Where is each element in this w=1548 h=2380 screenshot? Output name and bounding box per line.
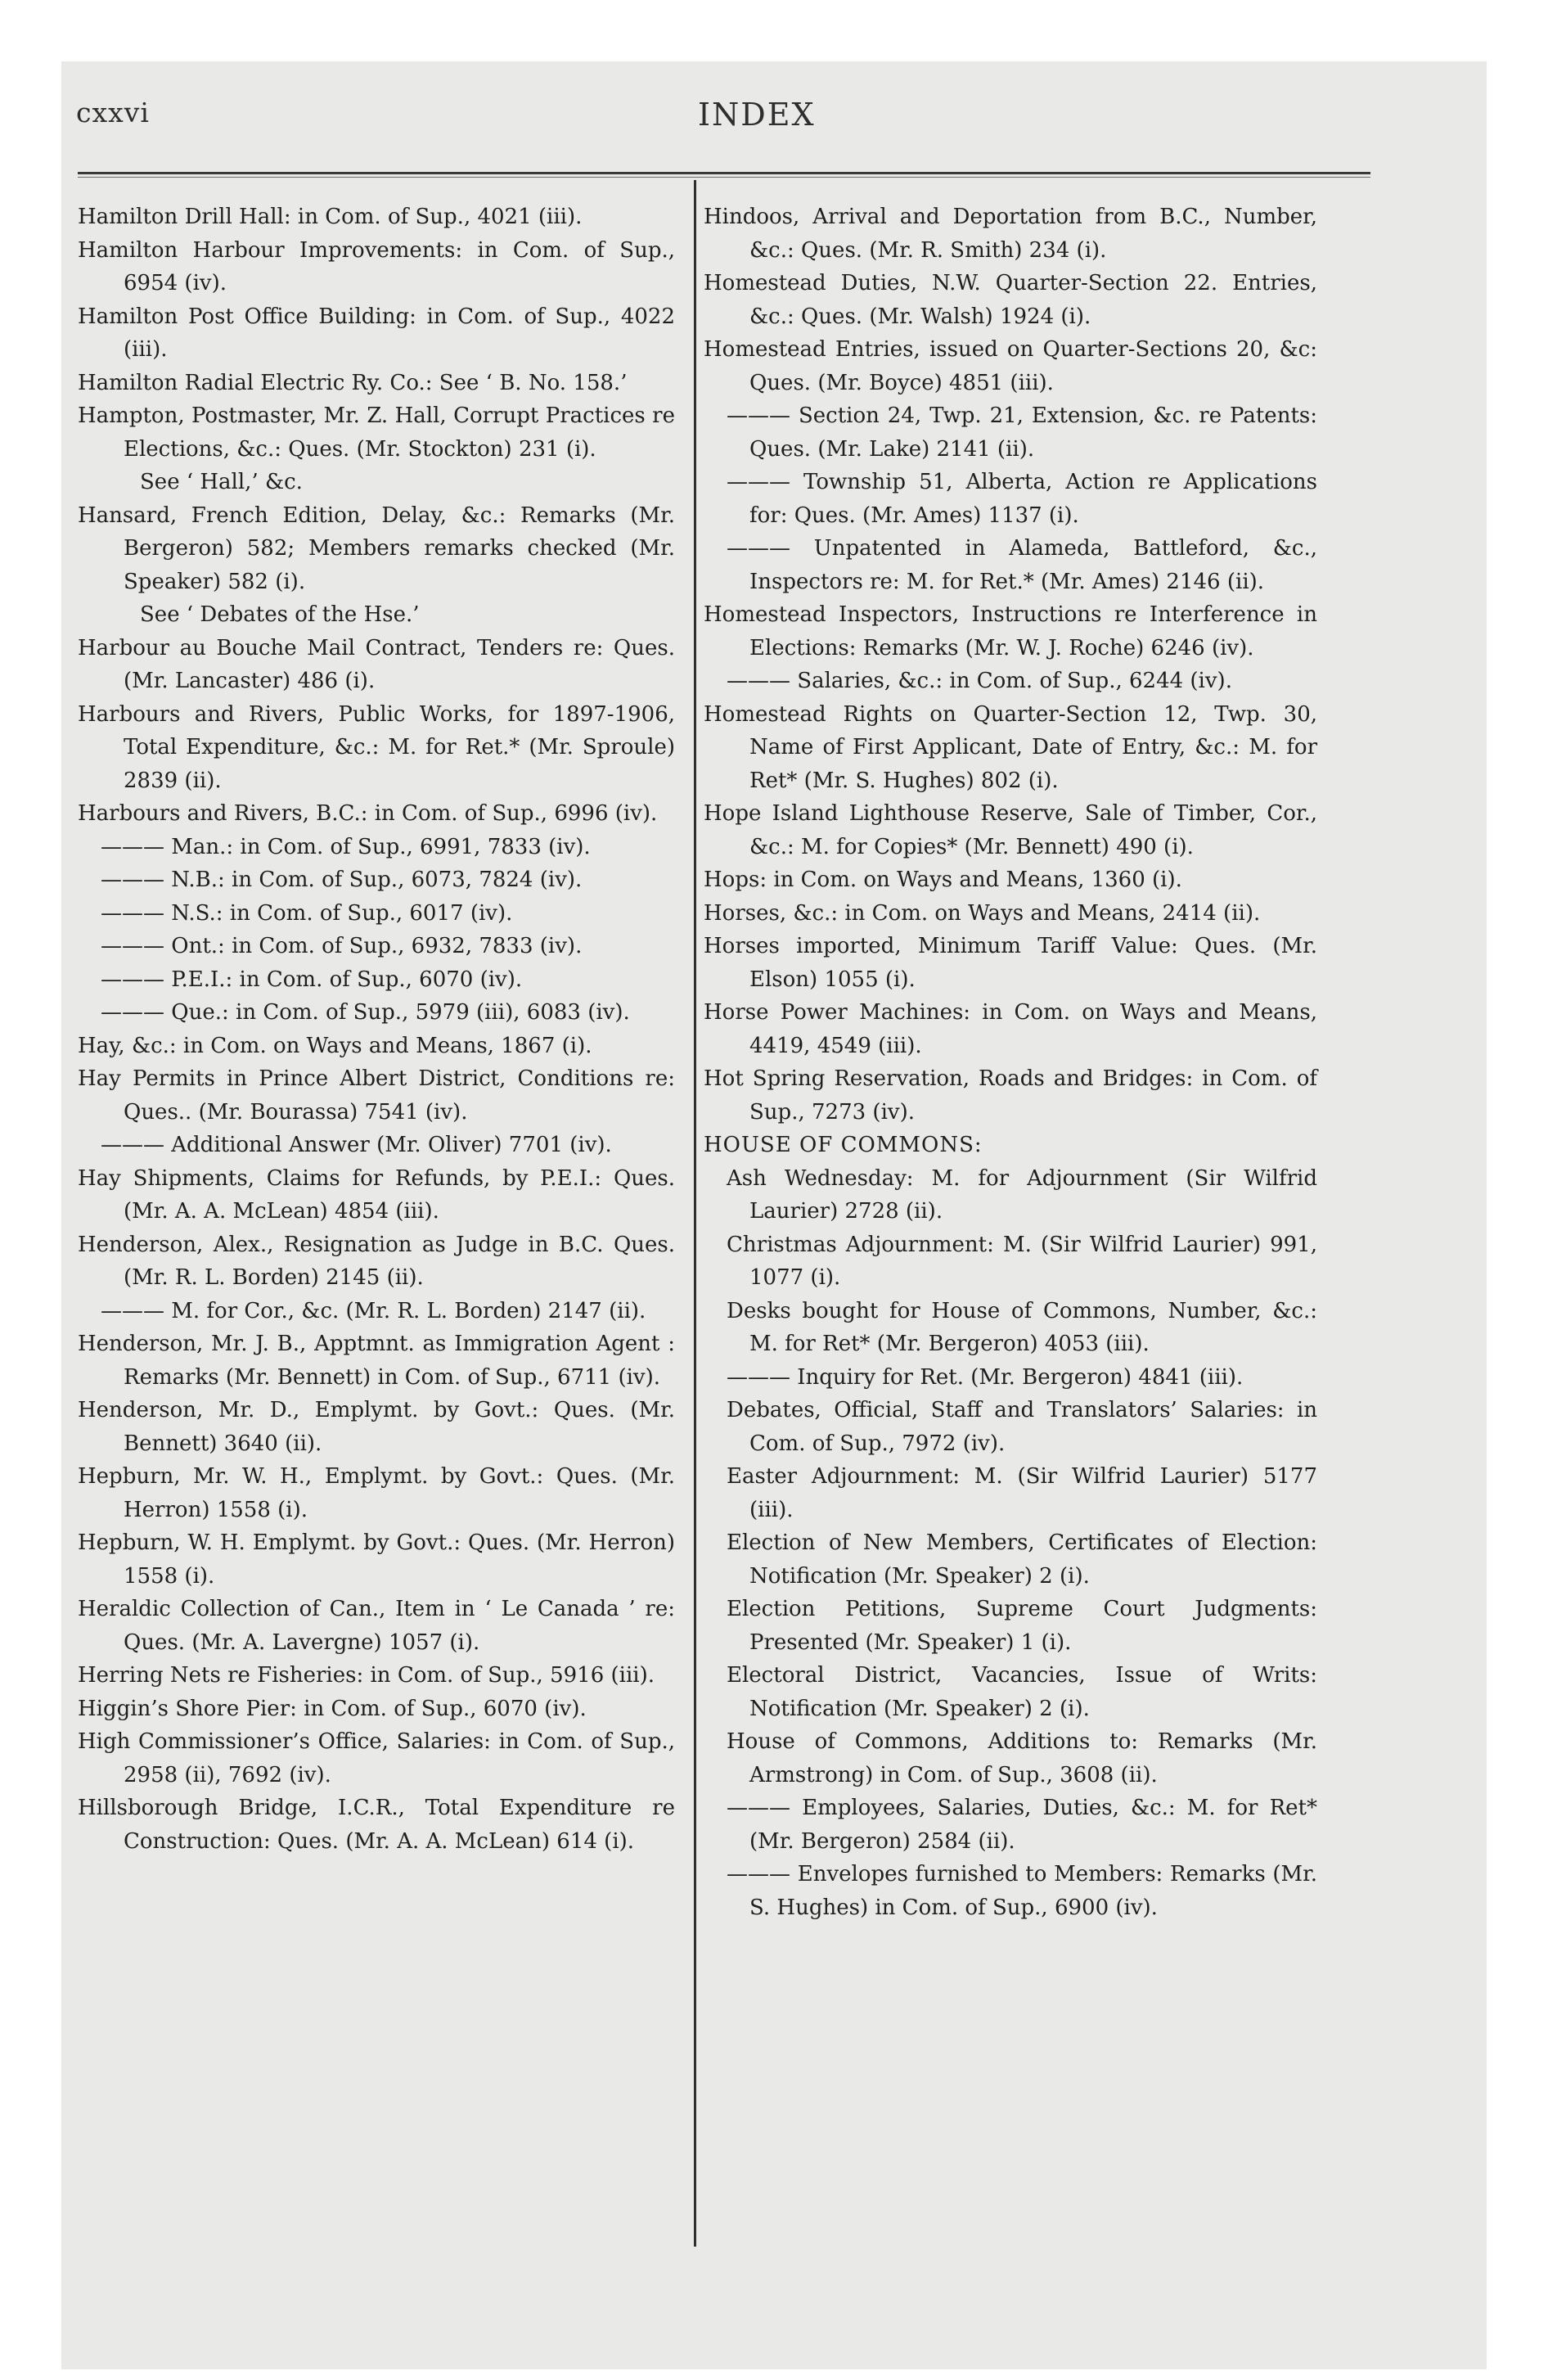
index-subentry: Easter Adjournment: M. (Sir Wilfrid Laurier) 5177 (iii). (727, 1464, 1317, 1522)
index-entry: Hay, &c.: in Com. on Ways and Means, 1867 (i). (78, 1033, 592, 1058)
section-heading: HOUSE OF COMMONS: (704, 1133, 983, 1157)
index-column-left (78, 201, 675, 1858)
index-subentry: Electoral District, Vacancies, Issue of Writs: Notification (Mr. Speaker) 2 (i). (727, 1663, 1317, 1721)
index-entry: Henderson, Mr. J. B., Apptmnt. as Immigration Agent : Remarks (Mr. Bennett) in Com. of Sup., 6711 (iv). (78, 1332, 675, 1390)
index-entry: Harbours and Rivers, Public Works, for 1897-1906, Total Expenditure, &c.: M. for Ret.* (Mr. Sproule) 2839 (ii). (78, 701, 675, 793)
index-entry: Homestead Rights on Quarter-Section 12, Twp. 30, Name of First Applicant, Date of Entry, &c.: M. for Ret* (Mr. S. Hughes) 802 (i). (704, 701, 1317, 793)
index-entry: Homestead Entries, issued on Quarter-Sections 20, &c: Ques. (Mr. Boyce) 4851 (iii). (704, 337, 1317, 395)
index-entry: Hamilton Radial Electric Ry. Co.: See ‘ B. No. 158.’ (78, 370, 628, 395)
index-entry: Hamilton Drill Hall: in Com. of Sup., 4021 (iii). (78, 205, 583, 229)
index-entry: Hepburn, W. H. Emplymt. by Govt.: Ques. (Mr. Herron) 1558 (i). (78, 1530, 675, 1589)
index-entry: Hansard, French Edition, Delay, &c.: Remarks (Mr. Bergeron) 582; Members remarks checked (Mr. Speaker) 582 (i). (78, 503, 675, 594)
index-entry: Hindoos, Arrival and Deportation from B.C., Number, &c.: Ques. (Mr. R. Smith) 234 (i). (704, 205, 1317, 263)
page-number: cxxvi (76, 97, 150, 128)
index-column-right (704, 201, 1317, 1924)
index-entry: Horse Power Machines: in Com. on Ways and Means, 4419, 4549 (iii). (704, 1000, 1317, 1058)
index-subentry: Debates, Official, Staff and Translators’ Salaries: in Com. of Sup., 7972 (iv). (727, 1398, 1317, 1456)
index-entry: Hay Permits in Prince Albert District, Conditions re: Ques.. (Mr. Bourassa) 7541 (iv). (78, 1066, 675, 1125)
index-entry: Heraldic Collection of Can., Item in ‘ Le Canada ’ re: Ques. (Mr. A. Lavergne) 1057 (i). (78, 1597, 675, 1655)
index-entry: Hay Shipments, Claims for Refunds, by P.E.I.: Ques. (Mr. A. A. McLean) 4854 (iii). (78, 1165, 675, 1224)
index-subentry: ——— Envelopes furnished to Members: Remarks (Mr. S. Hughes) in Com. of Sup., 6900 (iv). (727, 1862, 1317, 1920)
index-subentry: ——— Inquiry for Ret. (Mr. Bergeron) 4841 (iii). (727, 1364, 1244, 1390)
index-subentry: ——— Salaries, &c.: in Com. of Sup., 6244 (iv). (727, 669, 1232, 693)
index-subentry: ——— Ont.: in Com. of Sup., 6932, 7833 (iv). (101, 934, 583, 958)
index-entry: Harbours and Rivers, B.C.: in Com. of Sup., 6996 (iv). (78, 801, 658, 826)
index-entry: Hampton, Postmaster, Mr. Z. Hall, Corrupt Practices re Elections, &c.: Ques. (Mr. Stockton) 231 (i). (78, 403, 675, 462)
page-header (76, 97, 1373, 146)
index-entry: Higgin’s Shore Pier: in Com. of Sup., 6070 (iv). (78, 1696, 587, 1721)
index-entry: Hops: in Com. on Ways and Means, 1360 (i). (704, 868, 1182, 892)
index-entry: Hamilton Post Office Building: in Com. of Sup., 4022 (iii). (78, 304, 675, 362)
index-entry: Horses imported, Minimum Tariff Value: Ques. (Mr. Elson) 1055 (i). (704, 934, 1317, 992)
index-subentry: Election Petitions, Supreme Court Judgments: Presented (Mr. Speaker) 1 (i). (727, 1597, 1317, 1655)
index-entry: Hope Island Lighthouse Reserve, Sale of Timber, Cor., &c.: M. for Copies* (Mr. Bennett) 490 (i). (704, 801, 1317, 859)
index-subentry: Desks bought for House of Commons, Number, &c.: M. for Ret* (Mr. Bergeron) 4053 (iii). (727, 1298, 1317, 1356)
index-entry: Homestead Duties, N.W. Quarter-Section 22. Entries, &c.: Ques. (Mr. Walsh) 1924 (i). (704, 271, 1317, 329)
index-subentry: House of Commons, Additions to: Remarks (Mr. Armstrong) in Com. of Sup., 3608 (ii). (727, 1729, 1317, 1787)
header-rule (78, 172, 1370, 174)
index-entry: High Commissioner’s Office, Salaries: in Com. of Sup., 2958 (ii), 7692 (iv). (78, 1729, 675, 1787)
index-entry: Herring Nets re Fisheries: in Com. of Sup., 5916 (iii). (78, 1663, 655, 1688)
index-entry: Henderson, Alex., Resignation as Judge in B.C. Ques. (Mr. R. L. Borden) 2145 (ii). (78, 1232, 675, 1290)
index-subentry: Christmas Adjournment: M. (Sir Wilfrid Laurier) 991, 1077 (i). (727, 1232, 1317, 1290)
index-subentry: ——— Additional Answer (Mr. Oliver) 7701 (iv). (101, 1133, 612, 1157)
index-entry: Hepburn, Mr. W. H., Emplymt. by Govt.: Ques. (Mr. Herron) 1558 (i). (78, 1464, 675, 1522)
column-divider (694, 180, 696, 2247)
index-subentry: ——— N.S.: in Com. of Sup., 6017 (iv). (101, 900, 513, 926)
index-entry: Henderson, Mr. D., Emplymt. by Govt.: Ques. (Mr. Bennett) 3640 (ii). (78, 1398, 675, 1456)
index-subentry: ——— N.B.: in Com. of Sup., 6073, 7824 (iv). (101, 868, 583, 892)
index-subentry: ——— Township 51, Alberta, Action re Applications for: Ques. (Mr. Ames) 1137 (i). (727, 470, 1317, 528)
index-subentry: ——— Employees, Salaries, Duties, &c.: M. for Ret* (Mr. Bergeron) 2584 (ii). (727, 1796, 1317, 1854)
index-entry: Horses, &c.: in Com. on Ways and Means, 2414 (ii). (704, 900, 1261, 926)
index-subentry: Election of New Members, Certificates of Election: Notification (Mr. Speaker) 2 (i). (727, 1530, 1317, 1589)
page-title: INDEX (698, 97, 816, 133)
index-subentry: ——— P.E.I.: in Com. of Sup., 6070 (iv). (101, 967, 523, 992)
index-subentry: ——— M. for Cor., &c. (Mr. R. L. Borden) 2147 (ii). (101, 1298, 646, 1323)
index-subentry: ——— Unpatented in Alameda, Battleford, &c., Inspectors re: M. for Ret.* (Mr. Ames) 2146 (ii). (727, 536, 1317, 594)
index-entry: Hot Spring Reservation, Roads and Bridges: in Com. of Sup., 7273 (iv). (704, 1066, 1317, 1125)
cross-reference: See ‘ Hall,’ &c. (140, 470, 303, 494)
index-subentry: ——— Que.: in Com. of Sup., 5979 (iii), 6083 (iv). (101, 1000, 630, 1025)
index-subentry: Ash Wednesday: M. for Adjournment (Sir Wilfrid Laurier) 2728 (ii). (727, 1165, 1317, 1224)
index-subentry: ——— Man.: in Com. of Sup., 6991, 7833 (iv). (101, 834, 591, 859)
index-entry: Hamilton Harbour Improvements: in Com. of Sup., 6954 (iv). (78, 237, 675, 295)
index-entry: Hillsborough Bridge, I.C.R., Total Expenditure re Construction: Ques. (Mr. A. A. McLean) 614 (i). (78, 1796, 675, 1854)
index-subentry: ——— Section 24, Twp. 21, Extension, &c. re Patents: Ques. (Mr. Lake) 2141 (ii). (727, 403, 1317, 462)
header-rule-thin (78, 177, 1370, 178)
index-entry: Harbour au Bouche Mail Contract, Tenders re: Ques. (Mr. Lancaster) 486 (i). (78, 635, 675, 693)
index-entry: Homestead Inspectors, Instructions re Interference in Elections: Remarks (Mr. W. J. Roche) 6246 (iv). (704, 602, 1317, 660)
cross-reference: See ‘ Debates of the Hse.’ (140, 602, 420, 627)
